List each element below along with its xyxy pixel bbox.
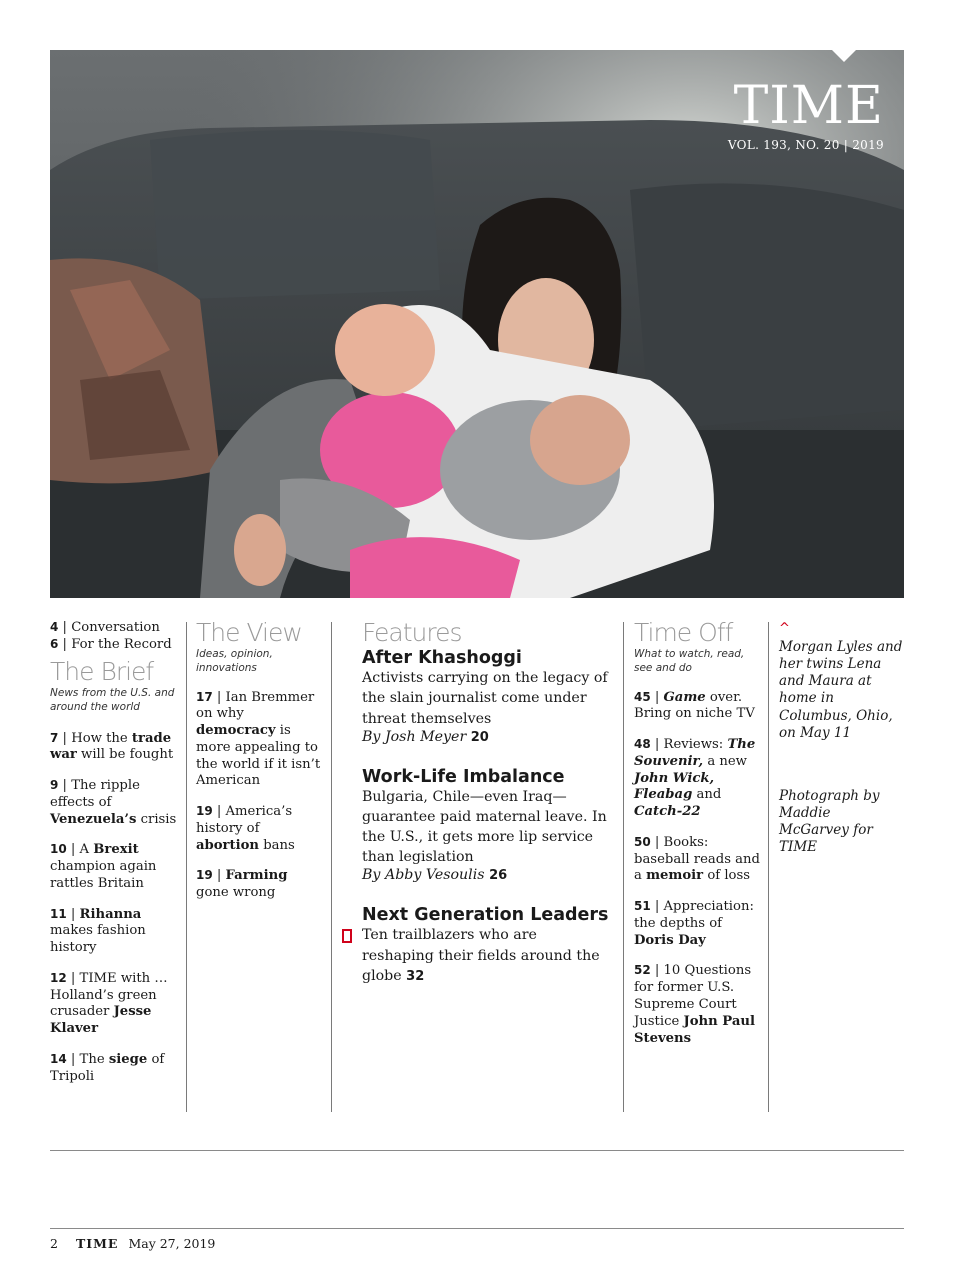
item-keyword: Venezuela’s [50,811,137,827]
page-number: 19 [196,868,213,883]
pre-item-for-the-record[interactable]: 6 | For the Record [50,636,172,652]
feature-page: 26 [489,868,508,884]
brief-item[interactable]: 11 | Rihanna makes fashion history [50,906,146,956]
feature-item[interactable] [362,648,612,744]
item-text: will be fought [76,747,174,763]
brief-item[interactable]: 9 | The ripple effects of Venezuela’s crisis [50,778,177,827]
item-text: is more appealing to the world if it isn’t American [196,723,321,789]
item-text: TIME with … Holland’s green crusader [50,970,168,1020]
view-subtitle: Ideas, opinion, innovations [196,648,273,674]
pre-item-conversation[interactable]: 4 | Conversation [50,620,160,635]
time-off-item[interactable]: 45 | Game over. Bring on niche TV [634,689,755,722]
item-text: How the [71,730,132,746]
item-keyword: trade war [50,730,172,763]
feature-headline: Work-Life Imbalance [362,766,565,787]
feature-item[interactable] [362,767,612,884]
time-off-item[interactable]: 51 | Appreciation: the depths of Doris Day [634,899,754,948]
footer-date: May 27, 2019 [128,1236,216,1251]
item-text: of Tripoli [50,1052,165,1084]
page-number: 10 [50,842,67,857]
item-text: America’s history of [196,804,293,836]
item-text: champion again rattles Britain [50,859,157,891]
footer-brand: TIME [75,1236,119,1251]
brief-column [50,620,178,1086]
item-text: makes fashion history [50,923,146,956]
photo-caption: Morgan Lyles and her twins Lena and Maura at home in Columbus, Ohio, on May 11 [779,639,903,741]
time-off-item[interactable]: 50 | Books: baseball reads and a memoir of loss [634,834,760,884]
brief-item[interactable]: 7 | How the trade war will be fought [50,730,174,763]
item-keyword: democracy [196,723,276,739]
item-text: of loss [703,868,751,884]
item-text: over. Bring on niche TV [634,689,755,722]
time-off-column [634,620,760,1047]
item-keyword: Brexit [93,842,139,858]
page-number: 11 [50,906,67,921]
item-text: Appreciation: the depths of [634,899,754,931]
page-number: 9 [50,778,59,793]
footer-rule [50,1228,904,1229]
byline-author: By Abby Vesoulis [362,867,485,884]
features-column [362,620,612,986]
feature-page: 32 [406,968,425,984]
column-divider [186,622,187,1112]
item-text: gone wrong [196,885,276,901]
page-number: 19 [196,804,213,819]
item-keyword: siege [108,1052,148,1068]
item-text: memoir [646,868,704,884]
item-text: Books: baseball reads and a [634,834,760,884]
brief-subtitle: News from the U.S. and around the world [50,687,175,713]
item-keyword: Jesse Klaver [50,1004,152,1037]
page-number: 14 [50,1052,67,1067]
page-number: 12 [50,970,67,985]
feature-byline [362,867,612,883]
feature-dek: Bulgaria, Chile—even Iraq—guarantee paid maternal leave. In the U.S., it gets more lip service than legislation [362,788,607,866]
item-text: crisis [136,811,177,827]
page-number: 2 [50,1236,58,1251]
time-off-item[interactable]: 52 | 10 Questions for former U.S. Supreme Court Justice John Paul Stevens [634,963,755,1046]
brief-item[interactable]: 10 | A Brexit champion again rattles Britain [50,842,157,891]
feature-dek: Ten trailblazers who are reshaping their fields around the globe [362,927,600,984]
page-number: 50 [634,834,651,849]
feature-dek: Activists carrying on the legacy of the slain journalist come under threat themselves [362,670,608,727]
page-number: 7 [50,730,59,745]
caret-up-icon: ^ [779,621,790,636]
view-item[interactable]: 17 | Ian Bremmer on why democracy is more appealing to the world if it isn’t American [196,689,321,789]
feature-description [362,925,612,986]
item-text: Game [663,689,706,705]
item-text: Reviews: [663,737,728,753]
item-text: The ripple effects of [50,778,140,810]
brief-item[interactable]: 12 | TIME with … Holland’s green crusader Jesse Klaver [50,970,168,1037]
item-text: Doris Day [634,932,706,948]
brief-items [50,731,178,1086]
byline-author: By Josh Meyer [362,728,467,745]
item-keyword: abortion [196,837,259,853]
item-text: John Wick, Fleabag [634,770,715,803]
feature-headline: After Khashoggi [362,648,522,669]
page-number: 17 [196,689,213,704]
item-text: and [692,787,722,803]
view-item[interactable]: 19 | America’s history of abortion bans [196,804,295,853]
page-footer [50,1236,229,1251]
item-text: John Paul Stevens [634,1013,755,1046]
feature-item[interactable] [362,905,612,986]
caption-column [779,622,904,856]
feature-items [362,648,612,986]
column-divider [331,622,332,1112]
page-number: 48 [634,737,651,752]
feature-byline [362,729,612,745]
item-text: The [79,1052,109,1068]
column-divider [623,622,624,1112]
item-keyword: Farming [225,868,288,884]
feature-page: 20 [470,729,489,745]
masthead [727,76,884,152]
time-off-items [634,690,760,1048]
next-generation-flag-icon [342,929,352,943]
feature-description [362,668,612,728]
view-title: The View [196,618,302,647]
feature-headline: Next Generation Leaders [362,905,609,926]
page-number: 45 [634,689,651,704]
brief-item[interactable]: 14 | The siege of Tripoli [50,1052,165,1084]
page-number: 51 [634,899,651,914]
cover-photo [50,50,904,598]
corner-tab [832,50,856,62]
view-item[interactable]: 19 | Farming gone wrong [196,868,288,901]
time-logo[interactable]: TIME [733,76,884,136]
item-text: a new [703,753,747,769]
features-title: Features [362,618,462,647]
item-text: 10 Questions for former U.S. Supreme Court Justice [634,963,752,1029]
photo-credit: Photograph by Maddie McGarvey for TIME [779,787,880,856]
item-text: Catch-22 [634,804,701,820]
item-text: Ian Bremmer on why [196,689,315,722]
item-text: The Souvenir, [634,737,756,769]
view-column [196,620,324,902]
time-off-item[interactable]: 48 | Reviews: The Souvenir, a new John Wick, Fleabag and Catch-22 [634,737,756,820]
page-number: 52 [634,963,651,978]
volume-info: VOL. 193, NO. 20 | 2019 [727,138,884,152]
item-keyword: Rihanna [79,906,142,922]
item-text: bans [259,837,295,853]
view-items [196,690,324,902]
time-off-subtitle: What to watch, read, see and do [634,648,745,674]
time-off-title: Time Off [634,618,733,647]
column-divider [768,622,769,1112]
item-text: A [79,842,94,858]
feature-description [362,787,612,868]
bottom-rule [50,1150,904,1151]
brief-title: The Brief [50,657,154,686]
